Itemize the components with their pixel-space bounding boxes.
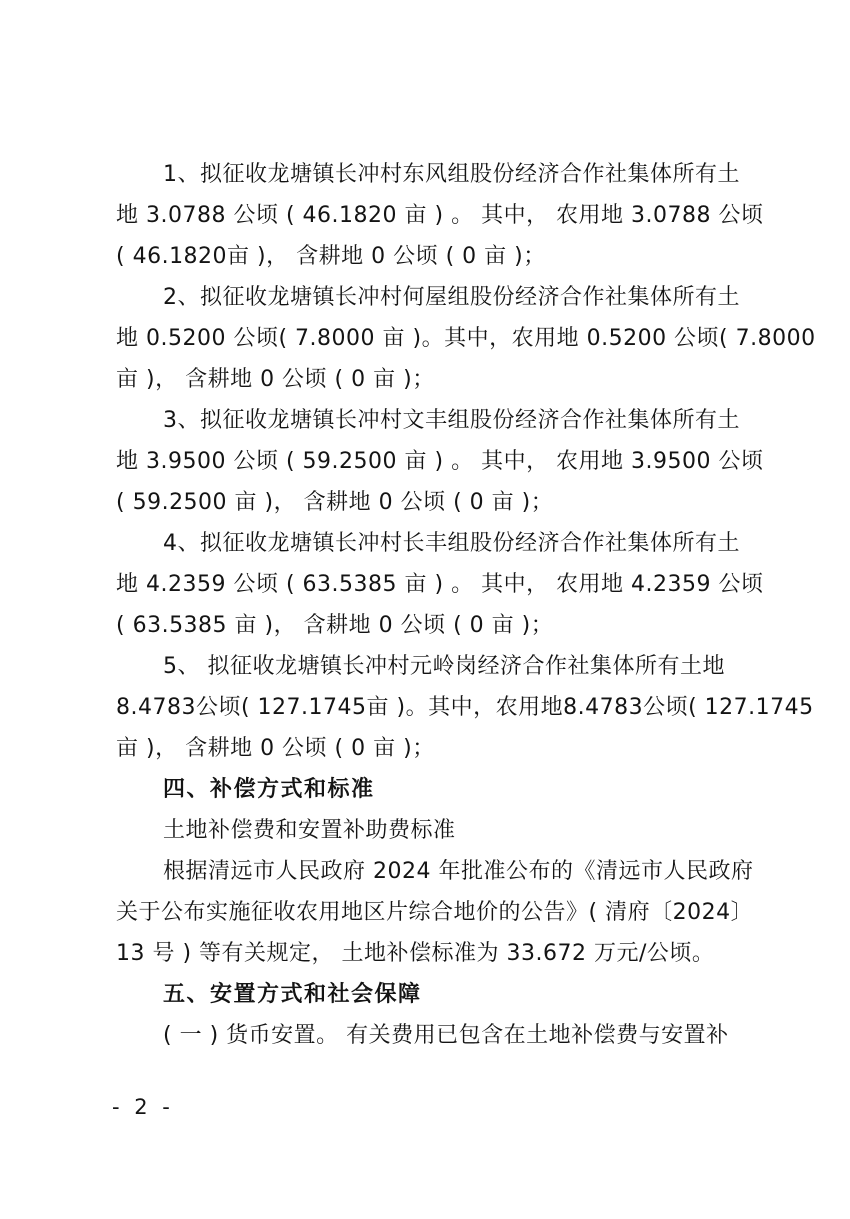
text-line: ( 59.2500 亩 )， 含耕地 0 公顷 ( 0 亩 )； [116, 490, 554, 515]
text-line: ( 46.1820亩 )， 含耕地 0 公顷 ( 0 亩 )； [116, 244, 546, 269]
text-line: 根据清远市人民政府 2024 年批准公布的《清远市人民政府 [163, 859, 754, 884]
text-line: ( 一 ) 货币安置。 有关费用已包含在土地补偿费与安置补 [163, 1023, 729, 1048]
page-number: - 2 - [112, 1095, 174, 1119]
text-line: 地 4.2359 公顷 ( 63.5385 亩 ) 。 其中， 农用地 4.2359 公顷 [116, 572, 764, 597]
section-heading: 四、补偿方式和标准 [163, 777, 375, 802]
text-line: 关于公布实施征收农用地区片综合地价的公告》( 清府〔2024〕 [116, 900, 754, 925]
text-line: 8.4783公顷( 127.1745亩 )。其中，农用地8.4783公顷( 127.1745 [116, 695, 814, 720]
text-line: 13 号 ) 等有关规定， 土地补偿标准为 33.672 万元/公顷。 [116, 941, 715, 966]
text-line: 2、拟征收龙塘镇长冲村何屋组股份经济合作社集体所有土 [163, 285, 740, 310]
text-line: ( 63.5385 亩 )， 含耕地 0 公顷 ( 0 亩 )； [116, 613, 554, 638]
text-line: 地 0.5200 公顷( 7.8000 亩 )。其中，农用地 0.5200 公顷( 7.8000 [116, 326, 816, 351]
text-line: 地 3.9500 公顷 ( 59.2500 亩 ) 。 其中， 农用地 3.9500 公顷 [116, 449, 764, 474]
text-line: 亩 )， 含耕地 0 公顷 ( 0 亩 )； [116, 736, 435, 761]
text-line: 5、 拟征收龙塘镇长冲村元岭岗经济合作社集体所有土地 [163, 654, 725, 679]
text-line: 亩 )， 含耕地 0 公顷 ( 0 亩 )； [116, 367, 435, 392]
text-line: 4、拟征收龙塘镇长冲村长丰组股份经济合作社集体所有土 [163, 531, 740, 556]
text-line: 地 3.0788 公顷 ( 46.1820 亩 ) 。 其中， 农用地 3.0788 公顷 [116, 203, 764, 228]
section-heading: 五、安置方式和社会保障 [163, 982, 422, 1007]
text-line: 1、拟征收龙塘镇长冲村东风组股份经济合作社集体所有土 [163, 162, 740, 187]
subsection-title: 土地补偿费和安置补助费标准 [163, 818, 456, 843]
text-line: 3、拟征收龙塘镇长冲村文丰组股份经济合作社集体所有土 [163, 408, 740, 433]
